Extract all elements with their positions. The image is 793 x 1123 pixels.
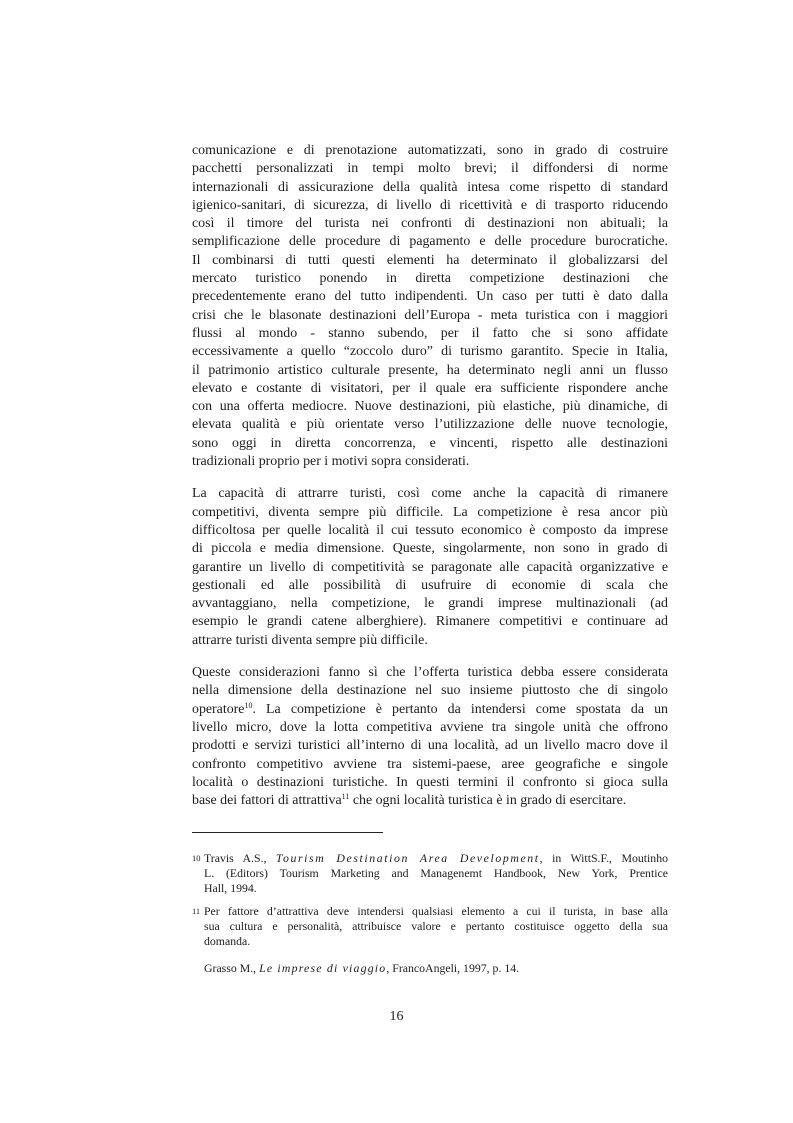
text-line: attrarre turisti diventa sempre più difficile. — [192, 632, 428, 648]
text-line: flussi al mondo - stanno subendo, per il fatto che si sono affidate — [192, 325, 668, 341]
text-line: con una offerta mediocre. Nuove destinazioni, più elastiche, più dinamiche, di — [192, 399, 668, 415]
text-line: sono oggi in diretta concorrenza, e vincenti, rispetto alle destinazioni — [192, 435, 668, 451]
text-line: Il combinarsi di tutti questi elementi ha determinato il globalizzarsi del — [192, 252, 668, 268]
footnote-ref-10[interactable]: 10 — [244, 700, 253, 710]
footnotes — [192, 851, 668, 976]
footnote-author: Grasso M., — [204, 961, 260, 975]
text-line — [192, 701, 668, 719]
text-line: esempio le grandi catene alberghiere). Rimanere competitivi e continuare ad — [192, 614, 668, 630]
footnote-line: domanda. — [204, 934, 251, 948]
footnote-line — [204, 851, 668, 866]
text-line: elevata qualità e più orientate verso l’utilizzazione delle nuove tecnologie, — [192, 417, 668, 433]
footnote-line: L. (Editors) Tourism Marketing and Managenemt Handbook, New York, Prentice — [204, 866, 668, 880]
paragraph-2 — [192, 485, 668, 650]
text-line: così il timore del turista nei confronti di destinazioni non abituali; la — [192, 216, 668, 232]
text-line: competitivi, diventa sempre più difficile. La competizione è resa ancor più — [192, 504, 668, 520]
text-line: difficoltosa per quelle località il cui tessuto economico è composto da imprese — [192, 522, 668, 538]
text-line: confronto competitivo avviene tra sistemi-paese, aree geografiche e singole — [192, 756, 668, 772]
page-number: 16 — [389, 1009, 404, 1024]
text-line: di piccola e media dimensione. Queste, singolarmente, non sono in grado di — [192, 541, 668, 557]
text-line: elevato e costante di visitatori, per il quale era sufficiente rispondere anche — [192, 380, 668, 396]
text-line: semplificazione delle procedure di pagamento e delle procedure burocratiche. — [192, 234, 668, 250]
text-line: tradizionali proprio per i motivi sopra considerati. — [192, 454, 470, 470]
footnote-line: sua cultura e personalità, attribuisce valore e pertanto costituisce oggetto della sua — [204, 919, 668, 933]
text-line: livello micro, dove la lotta competitiva avviene tra singole unità che offrono — [192, 719, 668, 735]
text-line: il patrimonio artistico culturale presente, ha determinato negli anni un flusso — [192, 362, 668, 378]
text-line: crisi che le blasonate destinazioni dell’Europa - meta turistica con i maggiori — [192, 307, 668, 323]
text-line: pacchetti personalizzati in tempi molto brevi; il diffondersi di norme — [192, 161, 668, 177]
footnote-title: Le imprese di viaggio — [259, 961, 387, 975]
text-fragment: , FrancoAngeli, 1997, p. 14. — [386, 961, 520, 975]
footnote-title: Tourism Destination Area Development — [275, 851, 540, 865]
body-text — [192, 142, 668, 824]
paragraph-1 — [192, 142, 668, 471]
text-line: precedentemente erano del tutto indipendenti. Un caso per tutti è dato dalla — [192, 289, 668, 305]
text-fragment: base dei fattori di attrattiva — [192, 793, 342, 809]
footnote-ref-11[interactable]: 11 — [341, 792, 350, 802]
text-fragment: , in WittS.F., Moutinho — [539, 851, 668, 865]
text-line: comunicazione e di prenotazione automatizzati, sono in grado di costruire — [192, 143, 668, 158]
footnote-10 — [192, 851, 668, 896]
text-line — [192, 792, 668, 810]
text-line: prodotti e servizi turistici all’interno di una località, ad un livello macro dove il — [192, 738, 668, 754]
text-fragment: che ogni località turistica è in grado di esercitare. — [349, 793, 627, 809]
footnote-author: Travis A.S., — [204, 851, 276, 865]
text-line: La capacità di attrarre turisti, così come anche la capacità di rimanere — [192, 486, 668, 502]
text-line: nella dimensione della destinazione nel suo insieme piuttosto che di singolo — [192, 683, 668, 699]
text-line: internazionali di assicurazione della qualità intesa come rispetto di standard — [192, 179, 668, 195]
text-line: igienico-sanitari, di sicurezza, di livello di ricettività e di trasporto riducendo — [192, 197, 668, 213]
footnote-line: Per fattore d’attrattiva deve intendersi qualsiasi elemento a cui il turista, in base alla — [204, 904, 668, 918]
text-line: Queste considerazioni fanno sì che l’offerta turistica debba essere considerata — [192, 665, 668, 681]
footnote-11 — [192, 904, 668, 949]
text-line: gestionali ed alle possibilità di usufruire di economie di scala che — [192, 577, 668, 593]
text-line: garantire un livello di competitività se paragonate alle capacità organizzative e — [192, 559, 668, 575]
footnote-number: 11 — [192, 906, 201, 916]
text-fragment: . La competizione è pertanto da intendersi come spostata da un — [252, 701, 668, 717]
text-line: località o destinazioni turistiche. In questi termini il confronto si gioca sulla — [192, 774, 668, 790]
text-line: avvantaggiano, nella competizione, le grandi imprese multinazionali (ad — [192, 596, 668, 612]
footnote-number: 10 — [192, 853, 201, 863]
footnote-line: Hall, 1994. — [204, 881, 257, 895]
footnote-separator — [192, 832, 383, 833]
text-line: eccessivamente a quello “zoccolo duro” di turismo garantito. Specie in Italia, — [192, 344, 668, 360]
text-line: mercato turistico ponendo in diretta competizione destinazioni che — [192, 271, 668, 287]
footnote-source — [192, 961, 668, 976]
text-fragment: operatore — [192, 701, 245, 717]
paragraph-3 — [192, 664, 668, 810]
